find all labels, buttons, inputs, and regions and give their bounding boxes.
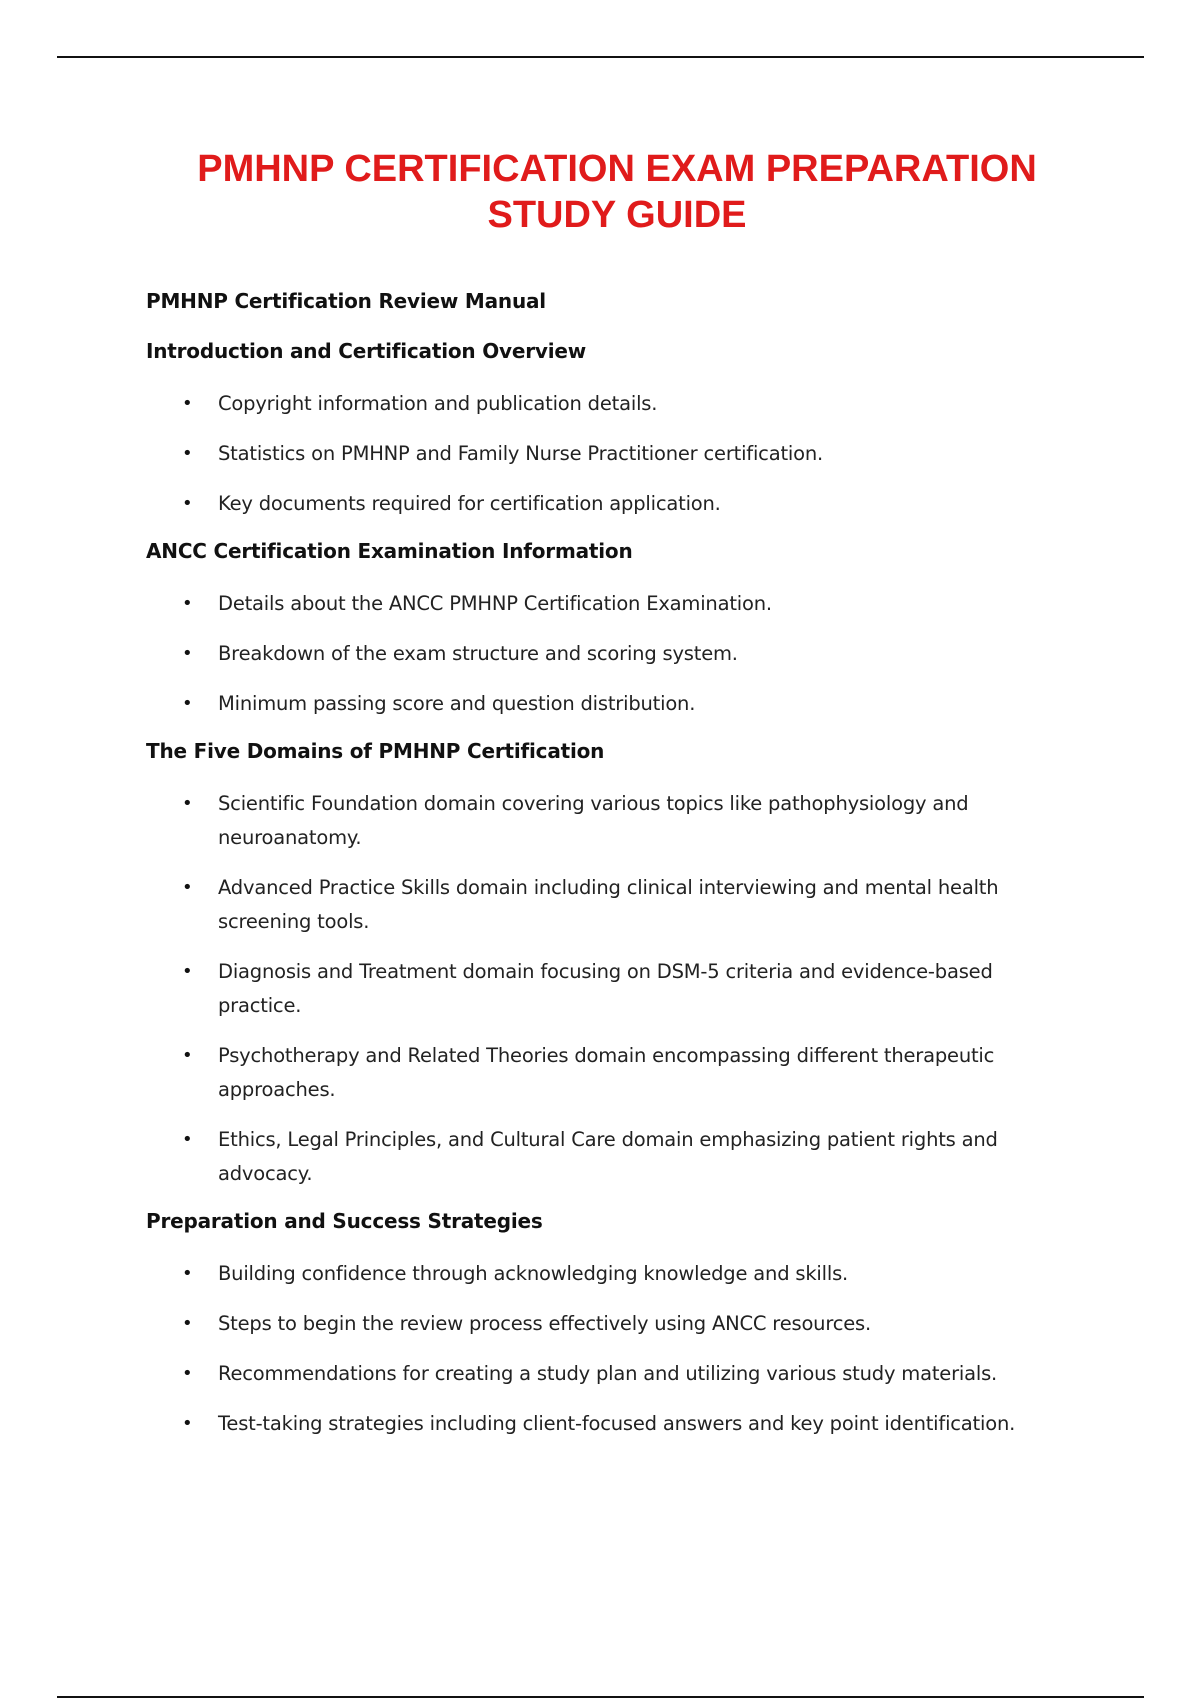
list-item [146,1123,1076,1191]
list-item-text: Scientific Foundation domain covering various topics like pathophysiology and neuroanatomy. [218,792,969,849]
manual-subtitle: PMHNP Certification Review Manual [146,289,546,313]
list-item-text: Minimum passing score and question distribution. [218,692,696,715]
list-item-text: Advanced Practice Skills domain including clinical interviewing and mental health screening tools. [218,876,999,933]
section-bullet-list [146,1257,1076,1441]
bullet-icon: • [182,793,193,814]
list-item [146,1307,1076,1341]
title-line-2: STUDY GUIDE [487,194,747,236]
list-item-text: Test-taking strategies including client-focused answers and key point identification. [218,1412,1016,1435]
bullet-icon: • [182,1363,193,1384]
list-item-text: Psychotherapy and Related Theories domain encompassing different therapeutic approaches. [218,1044,995,1101]
bullet-icon: • [182,1045,193,1066]
section-heading: ANCC Certification Examination Information [146,539,633,563]
bullet-icon: • [182,443,193,464]
bullet-icon: • [182,393,193,414]
bullet-icon: • [182,1313,193,1334]
top-divider [57,56,1144,58]
bullet-icon: • [182,593,193,614]
document-title [60,146,1174,238]
list-item-text: Ethics, Legal Principles, and Cultural Care domain emphasizing patient rights and advocacy. [218,1128,998,1185]
list-item [146,437,1076,471]
bullet-icon: • [182,961,193,982]
bullet-icon: • [182,1413,193,1434]
section-bullet-list [146,387,1076,521]
bullet-icon: • [182,693,193,714]
section-bullet-list [146,587,1076,721]
section-heading: Introduction and Certification Overview [146,339,587,363]
list-item [146,587,1076,621]
list-item-text: Details about the ANCC PMHNP Certification Examination. [218,592,772,615]
list-item [146,787,1076,855]
document-body [146,287,1076,1457]
section-bullet-list [146,787,1076,1191]
bullet-icon: • [182,877,193,898]
title-line-1: PMHNP CERTIFICATION EXAM PREPARATION [197,148,1037,190]
list-item [146,487,1076,521]
bullet-icon: • [182,1129,193,1150]
list-item [146,387,1076,421]
list-item-text: Diagnosis and Treatment domain focusing on DSM-5 criteria and evidence-based practice. [218,960,993,1017]
bullet-icon: • [182,1263,193,1284]
bullet-icon: • [182,643,193,664]
list-item [146,687,1076,721]
list-item-text: Copyright information and publication details. [218,392,658,415]
list-item-text: Breakdown of the exam structure and scoring system. [218,642,738,665]
list-item-text: Steps to begin the review process effectively using ANCC resources. [218,1312,872,1335]
list-item-text: Key documents required for certification application. [218,492,721,515]
bullet-icon: • [182,493,193,514]
bottom-divider [57,1696,1144,1698]
list-item-text: Building confidence through acknowledging knowledge and skills. [218,1262,849,1285]
list-item [146,1039,1076,1107]
list-item [146,1357,1076,1391]
list-item [146,637,1076,671]
section-heading: Preparation and Success Strategies [146,1209,543,1233]
section-heading: The Five Domains of PMHNP Certification [146,739,605,763]
list-item [146,1257,1076,1291]
list-item-text: Statistics on PMHNP and Family Nurse Practitioner certification. [218,442,824,465]
list-item [146,1407,1076,1441]
list-item [146,955,1076,1023]
list-item-text: Recommendations for creating a study plan and utilizing various study materials. [218,1362,998,1385]
list-item [146,871,1076,939]
